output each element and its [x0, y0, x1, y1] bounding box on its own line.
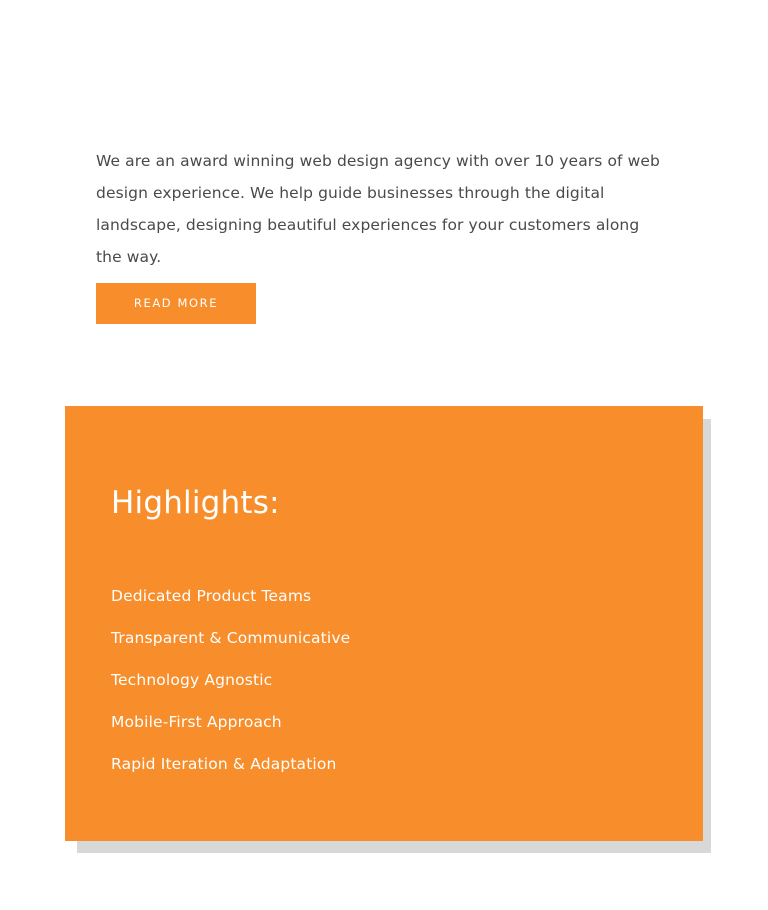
- list-item: Transparent & Communicative: [111, 629, 351, 647]
- intro-section: [96, 145, 666, 273]
- highlights-title: Highlights:: [111, 485, 280, 521]
- highlights-list: [111, 575, 350, 785]
- read-more-button[interactable]: READ MORE: [96, 283, 256, 324]
- intro-paragraph: We are an award winning web design agency with over 10 years of web design experience. We help guide businesses through the digital landscape, designing beautiful experiences for your customers along the way.: [96, 152, 660, 266]
- list-item: Dedicated Product Teams: [111, 587, 312, 605]
- list-item: Technology Agnostic: [111, 671, 273, 689]
- list-item: Mobile-First Approach: [111, 713, 282, 731]
- list-item: Rapid Iteration & Adaptation: [111, 755, 337, 773]
